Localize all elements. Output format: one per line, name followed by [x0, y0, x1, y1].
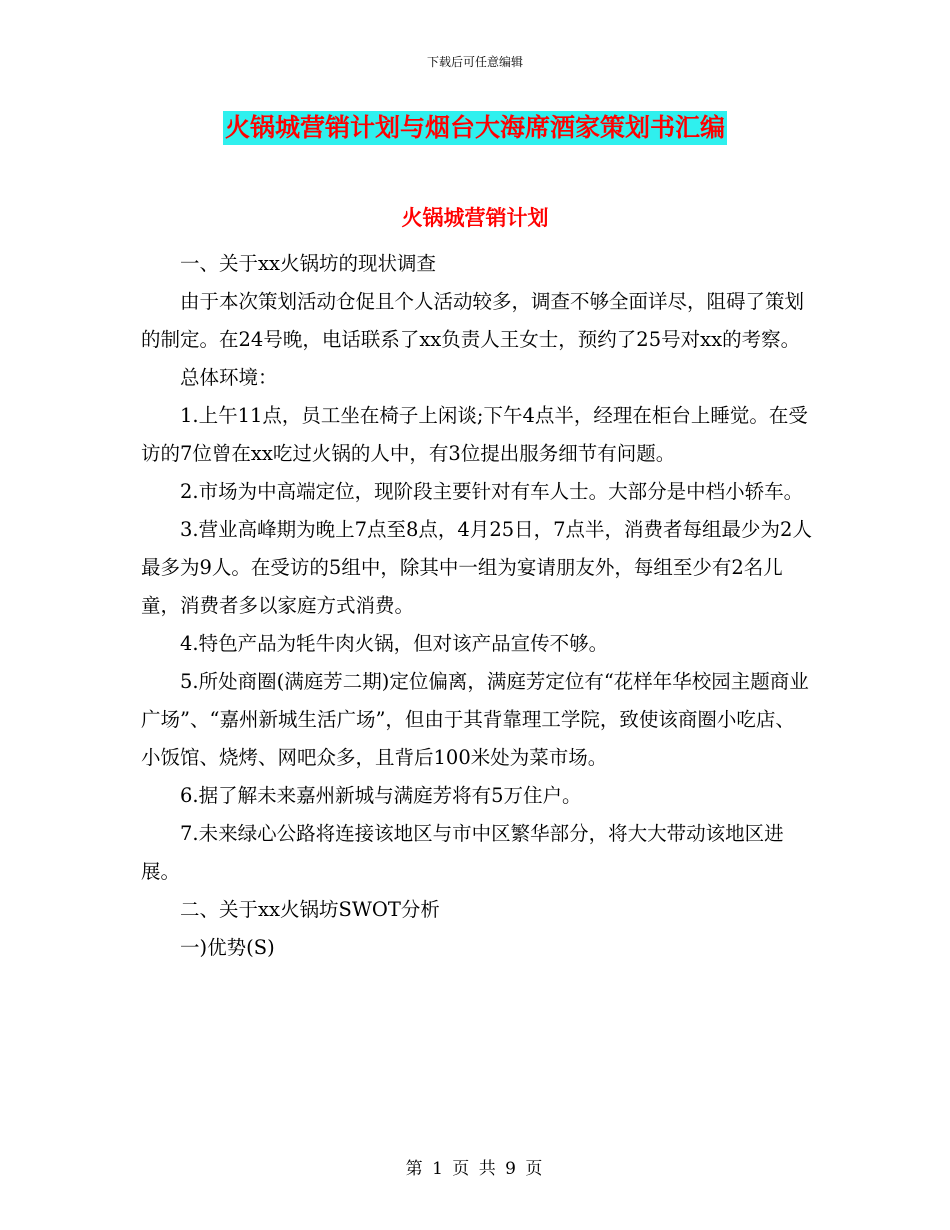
paragraph: 1.上午11点，员工坐在椅子上闲谈;下午4点半，经理在柜台上睡觉。在受访的7位曾在xx吃过火锅的人中，有3位提出服务细节有问题。 [141, 404, 808, 465]
paragraph: 2.市场为中高端定位，现阶段主要针对有车人士。大部分是中档小轿车。 [180, 480, 804, 503]
document-title-text: 火锅城营销计划与烟台大海席酒家策划书汇编 [223, 111, 727, 145]
paragraph: 一)优势(S) [180, 936, 275, 959]
paragraph: 二、关于xx火锅坊SWOT分析 [180, 898, 440, 921]
document-title [0, 111, 950, 145]
page-footer: 第 1 页 共 9 页 [405, 1159, 545, 1179]
paragraph: 由于本次策划活动仓促且个人活动较多，调查不够全面详尽，阻碍了策划的制定。在24号晚，电话联系了xx负责人王女士，预约了25号对xx的考察。 [141, 290, 805, 351]
paragraph: 3.营业高峰期为晚上7点至8点，4月25日，7点半，消费者每组最少为2人最多为9人。在受访的5组中，除其中一组为宴请朋友外，每组至少有2名儿童，消费者多以家庭方式消费。 [141, 518, 812, 617]
section-title: 火锅城营销计划 [401, 206, 549, 230]
paragraph: 5.所处商圈(满庭芳二期)定位偏离，满庭芳定位有“花样年华校园主题商业广场”、“嘉州新城生活广场”，但由于其背靠理工学院，致使该商圈小吃店、小饭馆、烧烤、网吧众多，且背后100米处为菜市场。 [141, 670, 809, 769]
document-body [141, 245, 813, 967]
paragraph: 总体环境： [180, 366, 278, 389]
paragraph: 7.未来绿心公路将连接该地区与市中区繁华部分，将大大带动该地区进展。 [141, 822, 784, 883]
page-header-note: 下载后可任意编辑 [426, 55, 523, 69]
paragraph: 6.据了解未来嘉州新城与满庭芳将有5万住户。 [180, 784, 582, 807]
paragraph: 一、关于xx火锅坊的现状调查 [180, 252, 436, 275]
paragraph: 4.特色产品为牦牛肉火锅，但对该产品宣传不够。 [180, 632, 609, 655]
